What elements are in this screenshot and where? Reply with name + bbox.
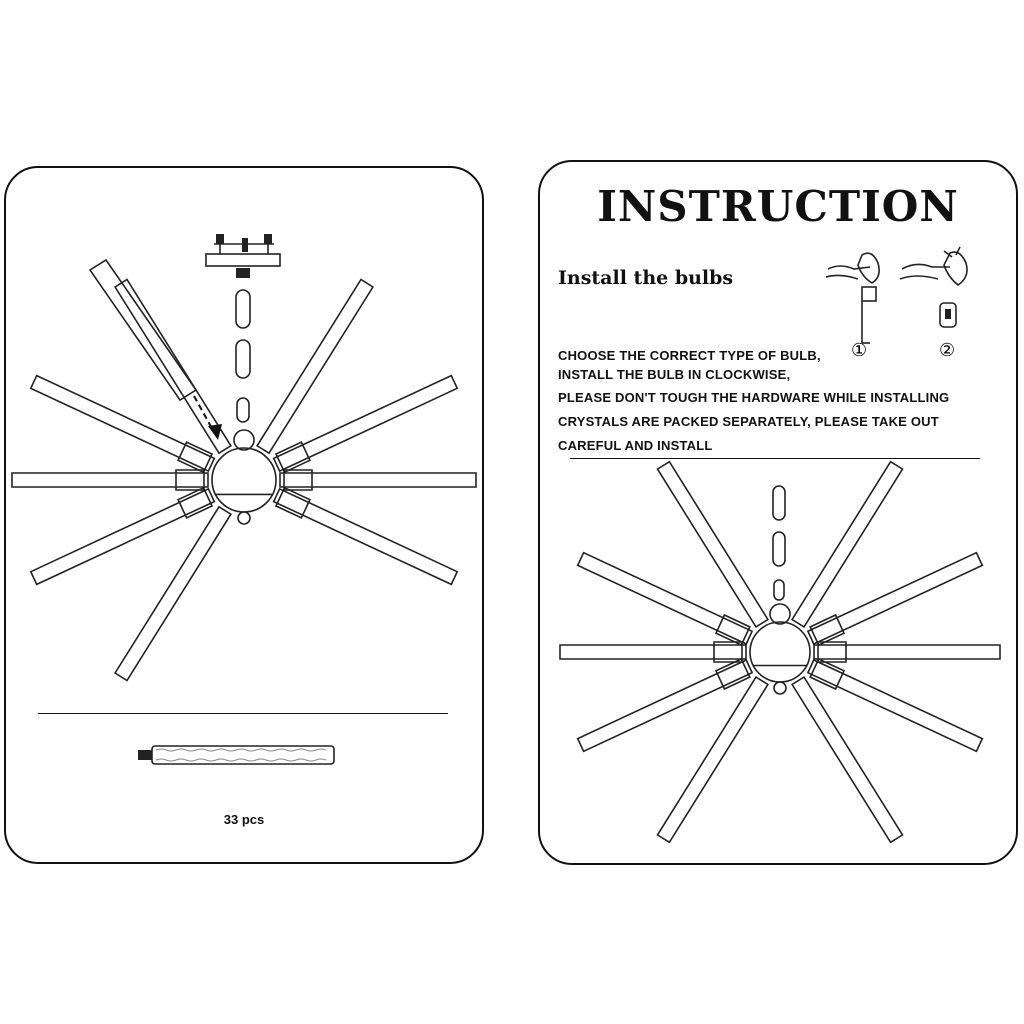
crystal-rod [274, 376, 458, 472]
assembly-panel [4, 166, 484, 864]
bulb-socket [810, 615, 844, 645]
chandelier-assembled-diagram [540, 462, 1020, 862]
bulb-socket [716, 615, 750, 645]
instruction-line: INSTALL THE BULB IN CLOCKWISE, [558, 367, 791, 382]
crystal-rod [578, 660, 752, 751]
divider [570, 458, 980, 459]
crystal-rod [31, 489, 215, 585]
crystal-rod [658, 677, 768, 842]
page-title: INSTRUCTION [597, 182, 959, 231]
crystal-rod [792, 462, 902, 627]
crystal-rod [257, 280, 373, 454]
bulb-socket [276, 442, 310, 472]
instruction-line: PLEASE DON'T TOUGH THE HARDWARE WHILE INSTALLING [558, 390, 950, 405]
bulb-step-2-icon [900, 247, 967, 327]
crystal-rod [560, 645, 746, 659]
section-subtitle: Install the bulbs [558, 267, 734, 289]
step-2-marker: ② [939, 340, 956, 361]
crystal-rod-part-icon [6, 738, 486, 778]
instruction-line: CAREFUL AND INSTALL [558, 438, 713, 453]
sputnik-chandelier-drawing [560, 462, 1000, 843]
crystal-rod [814, 645, 1000, 659]
crystal-rod-being-inserted [90, 260, 196, 400]
instruction-line: CRYSTALS ARE PACKED SEPARATELY, PLEASE TAKE OUT [558, 414, 939, 429]
center-sphere [750, 622, 810, 682]
crystal-rod [280, 473, 476, 487]
crystal-rod [12, 473, 208, 487]
crystal-rod [658, 462, 768, 627]
crystal-rod [578, 553, 752, 644]
crystal-rod [792, 677, 902, 842]
step-1-marker: ① [851, 340, 868, 361]
quantity-label: 33 pcs [223, 812, 265, 827]
bulb-socket [276, 488, 310, 518]
center-sphere [212, 448, 276, 512]
bulb-socket [178, 442, 212, 472]
crystal-rod [808, 553, 982, 644]
chain-icon [773, 486, 785, 600]
finial [238, 512, 250, 524]
bulb-socket [716, 659, 750, 689]
chain-icon [236, 290, 250, 422]
finial [774, 682, 786, 694]
insert-arrow-icon [194, 396, 222, 440]
instruction-panel [538, 160, 1018, 865]
bulb-socket [178, 488, 212, 518]
divider [38, 713, 448, 714]
ceiling-canopy-icon [206, 234, 280, 278]
bulb-socket [810, 659, 844, 689]
instruction-line: CHOOSE THE CORRECT TYPE OF BULB, [558, 348, 821, 363]
crystal-rod [31, 376, 215, 472]
chandelier-crystal-assembly-diagram [6, 168, 486, 698]
hanging-loop [234, 430, 254, 450]
crystal-rod [274, 489, 458, 585]
hanging-loop [770, 604, 790, 624]
crystal-rod [808, 660, 982, 751]
bulb-step-1-icon [826, 253, 879, 343]
crystal-rod [115, 507, 231, 681]
